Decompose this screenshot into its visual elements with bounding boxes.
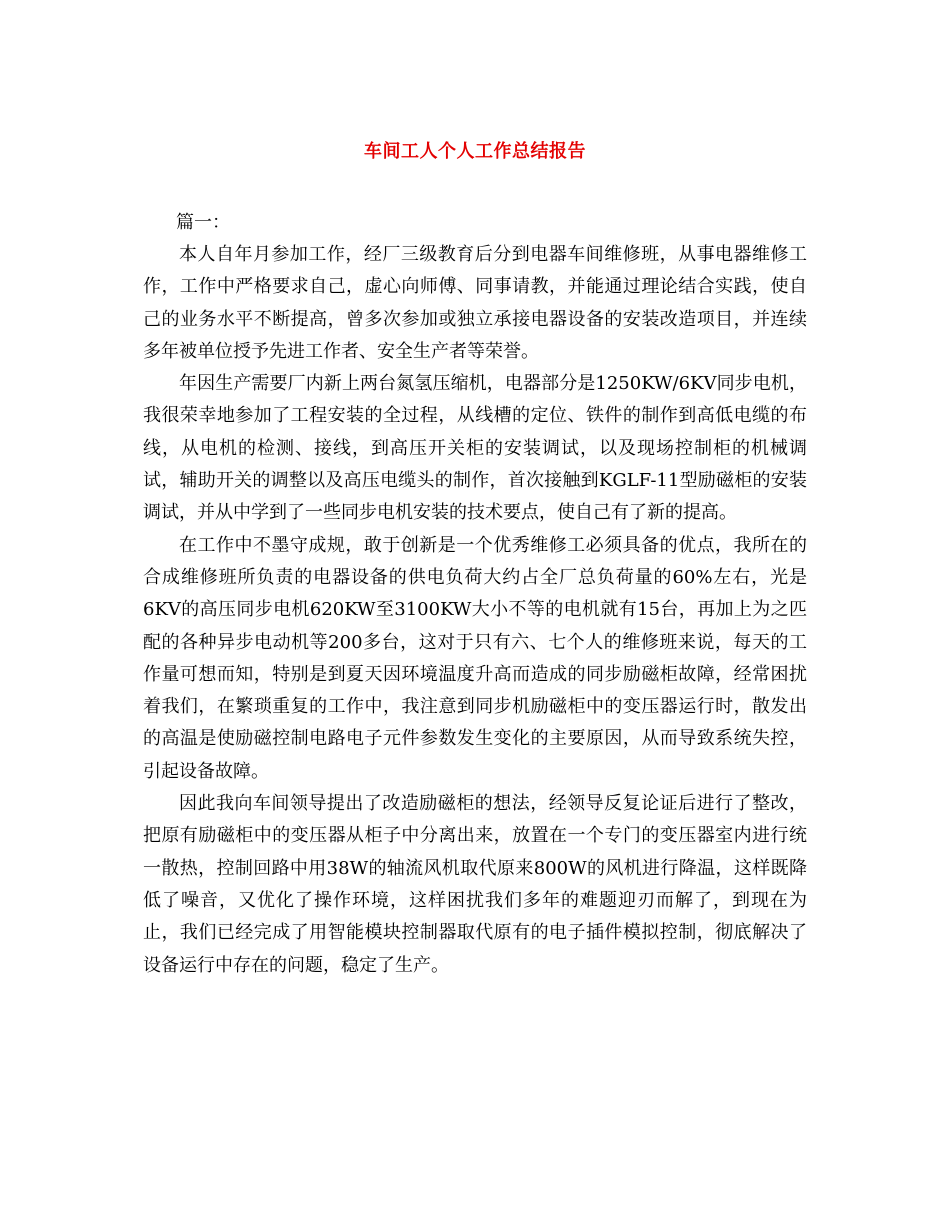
document-title: 车间工人个人工作总结报告 [364, 141, 586, 162]
body-paragraph: 年因生产需要厂内新上两台氮氢压缩机，电器部分是1250KW/6KV同步电机，我很荣幸地参加了工程安装的全过程，从线槽的定位、铁件的制作到高低电缆的布线，从电机的检测、接线，到高压开关柜的安装调试，以及现场控制柜的机械调试，辅助开关的调整以及高压电缆头的制作，首次接触到KGLF-11型励磁柜的安装调试，并从中学到了一些同步电机安装的技术要点，使自己有了新的提高。 [143, 373, 807, 524]
section-label: 篇一： [176, 212, 230, 233]
body-paragraph: 在工作中不墨守成规，敢于创新是一个优秀维修工必须具备的优点，我所在的合成维修班所负责的电器设备的供电负荷大约占全厂总负荷量的60%左右，光是6KV的高压同步电机620KW至3100KW大小不等的电机就有15台，再加上为之匹配的各种异步电动机等200多台，这对于只有六、七个人的维修班来说，每天的工作量可想而知，特别是到夏天因环境温度升高而造成的同步励磁柜故障，经常困扰着我们，在繁琐重复的工作中，我注意到同步机励磁柜中的变压器运行时，散发出的高温是使励磁控制电路电子元件参数发生变化的主要原因，从而导致系统失控，引起设备故障。 [143, 534, 807, 782]
body-paragraph: 本人自年月参加工作，经厂三级教育后分到电器车间维修班，从事电器维修工作，工作中严格要求自己，虚心向师傅、同事请教，并能通过理论结合实践，使自己的业务水平不断提高，曾多次参加或独立承接电器设备的安装改造项目，并连续多年被单位授予先进工作者、安全生产者等荣誉。 [143, 244, 807, 362]
document-body [143, 239, 807, 982]
body-paragraph: 因此我向车间领导提出了改造励磁柜的想法，经领导反复论证后进行了整改，把原有励磁柜中的变压器从柜子中分离出来，放置在一个专门的变压器室内进行统一散热，控制回路中用38W的轴流风机取代原来800W的风机进行降温，这样既降低了噪音，又优化了操作环境，这样困扰我们多年的难题迎刃而解了，到现在为止，我们已经完成了用智能模块控制器取代原有的电子插件模拟控制，彻底解决了设备运行中存在的问题，稳定了生产。 [143, 793, 807, 976]
